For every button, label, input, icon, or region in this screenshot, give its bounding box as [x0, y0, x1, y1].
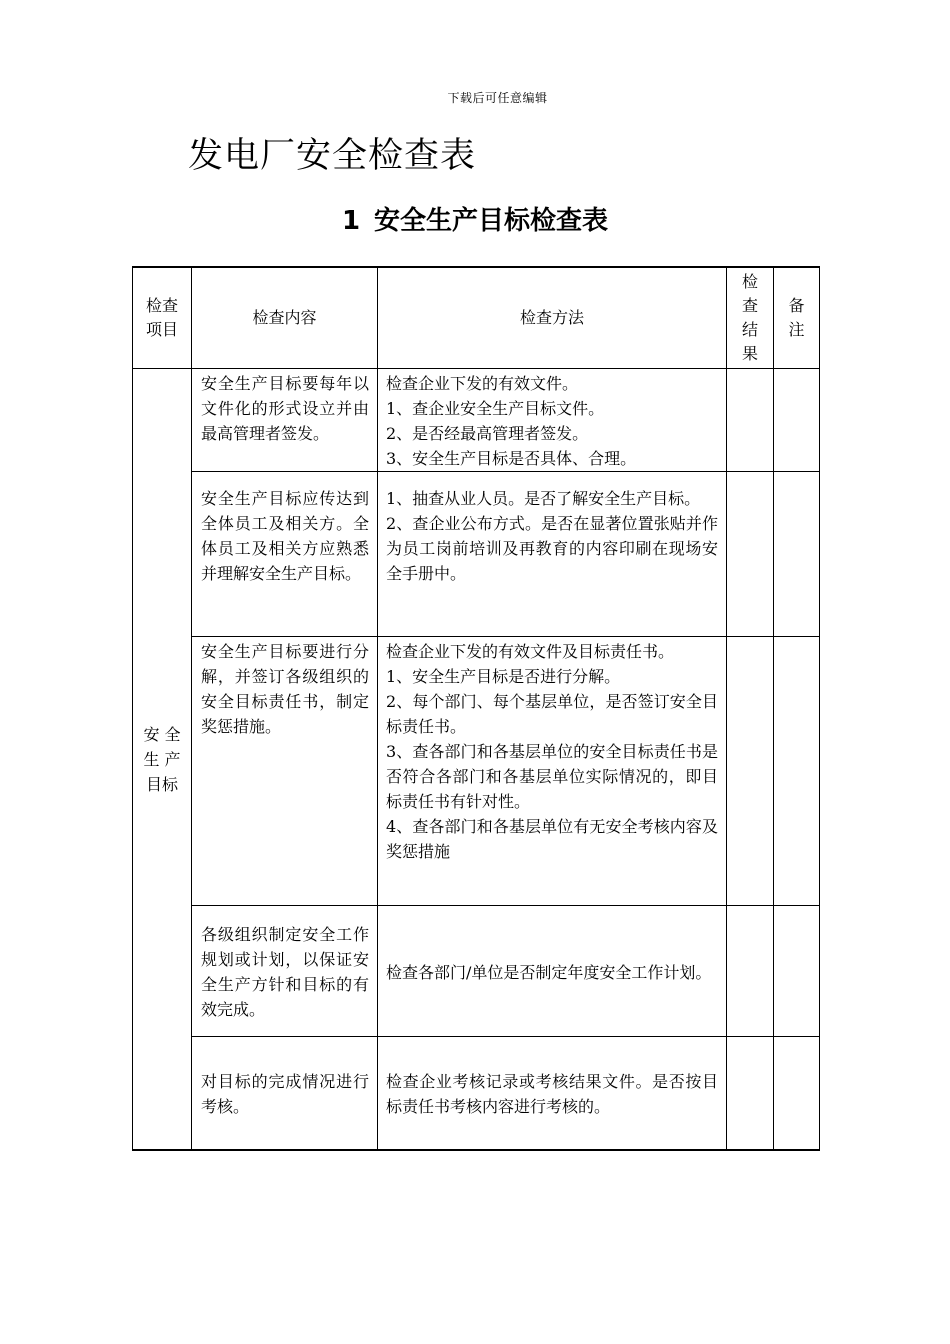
header-check-method: 检查方法: [378, 267, 727, 369]
table-row: [133, 906, 820, 1037]
check-result-cell[interactable]: [727, 1037, 774, 1151]
remark-cell[interactable]: [774, 369, 820, 472]
header-check-result: 检 查 结 果: [727, 267, 774, 369]
safety-check-table: [132, 266, 820, 1151]
header-check-item: 检查 项目: [133, 267, 192, 369]
remark-cell[interactable]: [774, 472, 820, 637]
check-method-cell: 检查企业下发的有效文件。 1、查企业安全生产目标文件。 2、是否经最高管理者签发。 3、安全生产目标是否具体、合理。: [378, 369, 727, 472]
header-check-content: 检查内容: [192, 267, 378, 369]
check-result-cell[interactable]: [727, 472, 774, 637]
remark-cell[interactable]: [774, 1037, 820, 1151]
check-content-cell: 安全生产目标要进行分解，并签订各级组织的安全目标责任书，制定奖惩措施。: [192, 637, 378, 906]
header-remark: 备 注: [774, 267, 820, 369]
check-content-cell: 对目标的完成情况进行考核。: [192, 1037, 378, 1151]
table-row: [133, 472, 820, 637]
section-number: 1: [341, 206, 361, 236]
table-row: [133, 637, 820, 906]
check-method-cell: 1、抽查从业人员。是否了解安全生产目标。 2、查企业公布方式。是否在显著位置张贴并作为员工岗前培训及再教育的内容印刷在现场安全手册中。: [378, 472, 727, 637]
check-result-cell[interactable]: [727, 637, 774, 906]
check-method-cell: 检查企业下发的有效文件及目标责任书。 1、安全生产目标是否进行分解。 2、每个部门、每个基层单位，是否签订安全目标责任书。 3、查各部门和各基层单位的安全目标责任书是否符合各部门和各基层单位实际情况的，即目标责任书有针对性。 4、查各部门和各基层单位有无安全考核内容及奖惩措施: [378, 637, 727, 906]
header-watermark: 下载后可任意编辑: [447, 91, 548, 105]
check-content-cell: 各级组织制定安全工作规划或计划，以保证安全生产方针和目标的有效完成。: [192, 906, 378, 1037]
remark-cell[interactable]: [774, 637, 820, 906]
section-title: [0, 200, 950, 237]
remark-cell[interactable]: [774, 906, 820, 1037]
check-content-cell: 安全生产目标要每年以文件化的形式设立并由最高管理者签发。: [192, 369, 378, 472]
category-cell: 安 全 生 产 目标: [133, 369, 192, 1151]
document-title: 发电厂安全检查表: [188, 136, 477, 176]
check-result-cell[interactable]: [727, 369, 774, 472]
check-result-cell[interactable]: [727, 906, 774, 1037]
check-content-cell: 安全生产目标应传达到全体员工及相关方。全体员工及相关方应熟悉并理解安全生产目标。: [192, 472, 378, 637]
table-header-row: [133, 267, 820, 369]
section-title-text: 安全生产目标检查表: [374, 206, 609, 236]
check-method-cell: 检查企业考核记录或考核结果文件。是否按目标责任书考核内容进行考核的。: [378, 1037, 727, 1151]
table-row: [133, 1037, 820, 1151]
table-row: [133, 369, 820, 472]
check-method-cell: 检查各部门/单位是否制定年度安全工作计划。: [378, 906, 727, 1037]
